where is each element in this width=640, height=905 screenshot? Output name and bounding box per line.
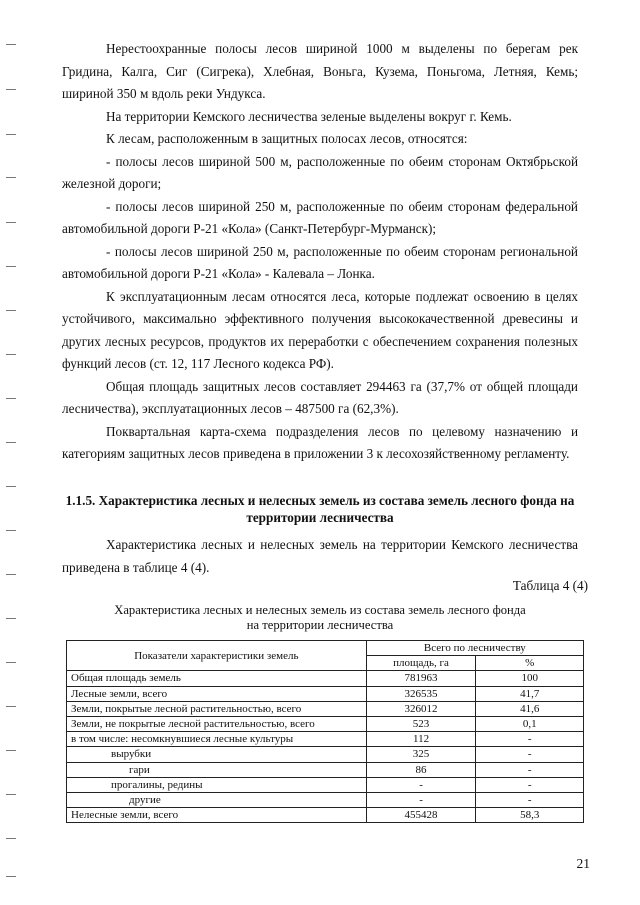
margin-tick: [6, 442, 16, 443]
table-row: [67, 762, 584, 777]
row-percent: 41,7: [476, 686, 584, 701]
table-row: [67, 716, 584, 731]
table-header-row: [67, 641, 584, 656]
page-number: 21: [576, 856, 590, 871]
margin-tick: [6, 706, 16, 707]
land-characteristics-table: [66, 640, 584, 823]
row-area: 325: [366, 747, 476, 762]
margin-tick: [6, 876, 16, 877]
paragraph: Поквартальная карта-схема подразделения лесов по целевому назначению и категориям защитных лесов приведена в приложении 3 к лесохозяйственному регламенту.: [62, 423, 578, 461]
margin-tick: [6, 222, 16, 223]
row-name: Земли, покрытые лесной растительностью, всего: [67, 701, 367, 716]
row-area: 112: [366, 732, 476, 747]
list-item: - полосы лесов шириной 250 м, расположенные по обеим сторонам федеральной автомобильной дороги Р-21 «Кола» (Санкт-Петербург-Мурманск);: [62, 198, 578, 236]
header-percent: %: [476, 656, 584, 671]
row-name: гари: [67, 762, 367, 777]
margin-tick: [6, 530, 16, 531]
row-area: -: [366, 777, 476, 792]
paragraph: К эксплуатационным лесам относятся леса, которые подлежат освоению в целях устойчивого, максимально эффективного получения высококачественной древесины и других лесных ресурсов, продуктов их переработки с обеспечением сохранения полезных функций лесов (ст. 12, 117 Лесного кодекса РФ).: [62, 288, 578, 371]
header-area: площадь, га: [366, 656, 476, 671]
row-area: 781963: [366, 671, 476, 686]
margin-tick: [6, 838, 16, 839]
row-name: прогалины, редины: [67, 777, 367, 792]
table-row: [67, 701, 584, 716]
body-text: [62, 38, 578, 466]
header-indicator: Показатели характеристики земель: [67, 641, 367, 671]
row-name: в том числе: несомкнувшиеся лесные культуры: [67, 732, 367, 747]
row-percent: -: [476, 732, 584, 747]
margin-tick: [6, 44, 16, 45]
table-row: [67, 732, 584, 747]
margin-tick: [6, 618, 16, 619]
row-percent: 0,1: [476, 716, 584, 731]
margin-tick: [6, 266, 16, 267]
table-row: [67, 792, 584, 807]
table-label: Таблица 4 (4): [512, 578, 588, 593]
list-item: - полосы лесов шириной 250 м, расположенные по обеим сторонам региональной автомобильной дороги Р-21 «Кола» - Калевала – Лонка.: [62, 243, 578, 281]
margin-tick: [6, 662, 16, 663]
paragraph: Характеристика лесных и нелесных земель на территории Кемского лесничества приведена в таблице 4 (4).: [62, 537, 578, 575]
table-row: [67, 808, 584, 823]
row-name: Лесные земли, всего: [67, 686, 367, 701]
row-area: 455428: [366, 808, 476, 823]
list-item: - полосы лесов шириной 500 м, расположенные по обеим сторонам Октябрьской железной дороги;: [62, 153, 578, 191]
row-area: -: [366, 792, 476, 807]
margin-tick: [6, 310, 16, 311]
row-area: 86: [366, 762, 476, 777]
table-row: [67, 747, 584, 762]
row-percent: -: [476, 762, 584, 777]
row-name: Нелесные земли, всего: [67, 808, 367, 823]
paragraph: К лесам, расположенным в защитных полосах лесов, относятся:: [106, 131, 468, 146]
row-percent: -: [476, 792, 584, 807]
row-area: 326535: [366, 686, 476, 701]
table-row: [67, 671, 584, 686]
section-heading: 1.1.5. Характеристика лесных и нелесных земель из состава земель лесного фонда на территории лесничества: [65, 493, 575, 525]
table-caption-line: Характеристика лесных и нелесных земель из состава земель лесного фонда: [114, 603, 526, 617]
table-caption: [62, 603, 578, 633]
margin-tick: [6, 398, 16, 399]
section-intro: [62, 534, 578, 579]
header-total: Всего по лесничеству: [366, 641, 583, 656]
paragraph: На территории Кемского лесничества зеленые выделены вокруг г. Кемь.: [106, 108, 512, 124]
paragraph: Нерестоохранные полосы лесов шириной 1000 м выделены по берегам рек Гридина, Калга, Сиг (Сигрека), Хлебная, Воньга, Кузема, Поньгома, Летняя, Кемь; шириной 350 м вдоль реки Ундукса.: [62, 41, 578, 101]
margin-tick: [6, 486, 16, 487]
table-row: [67, 686, 584, 701]
row-name: другие: [67, 792, 367, 807]
row-name: вырубки: [67, 747, 367, 762]
row-percent: 41,6: [476, 701, 584, 716]
margin-tick: [6, 354, 16, 355]
margin-tick: [6, 89, 16, 90]
row-percent: -: [476, 777, 584, 792]
row-name: Общая площадь земель: [67, 671, 367, 686]
margin-tick: [6, 574, 16, 575]
margin-tick: [6, 177, 16, 178]
row-area: 326012: [366, 701, 476, 716]
paragraph: Общая площадь защитных лесов составляет 294463 га (37,7% от общей площади лесничества), эксплуатационных лесов – 487500 га (62,3%).: [62, 378, 578, 416]
row-percent: -: [476, 747, 584, 762]
row-name: Земли, не покрытые лесной растительностью, всего: [67, 716, 367, 731]
table-row: [67, 777, 584, 792]
row-percent: 58,3: [476, 808, 584, 823]
row-area: 523: [366, 716, 476, 731]
table-caption-line: на территории лесничества: [246, 618, 394, 632]
margin-tick: [6, 134, 16, 135]
margin-tick: [6, 750, 16, 751]
margin-tick: [6, 794, 16, 795]
row-percent: 100: [476, 671, 584, 686]
